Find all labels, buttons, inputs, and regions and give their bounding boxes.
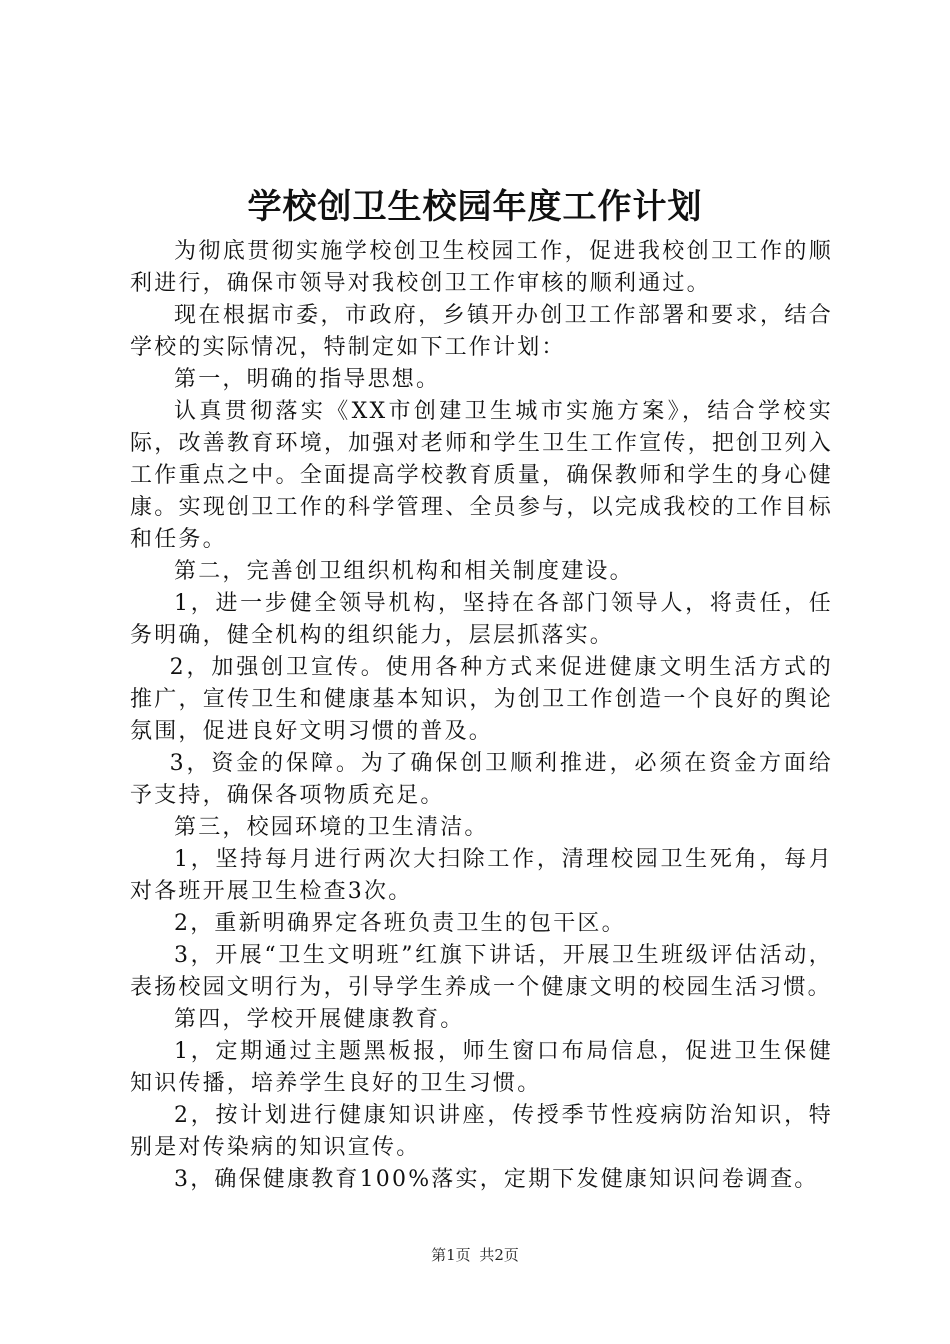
list-item-4-1: 1，定期通过主题黑板报，师生窗口布局信息，促进卫生保健知识传播，培养学生良好的卫生习惯。 xyxy=(130,1039,833,1096)
list-item-3-3: 3，开展“卫生文明班”红旗下讲话，开展卫生班级评估活动，表扬校园文明行为，引导学生养成一个健康文明的校园生活习惯。 xyxy=(130,943,833,1000)
list-item-4-3: 3，确保健康教育100%落实，定期下发健康知识问卷调查。 xyxy=(174,1167,819,1192)
paragraph-intro: 为彻底贯彻实施学校创卫生校园工作，促进我校创卫工作的顺利进行，确保市领导对我校创卫工作审核的顺利通过。 xyxy=(130,239,833,296)
page-total: 共2页 xyxy=(479,1246,519,1264)
heading-section-1: 第一，明确的指导思想。 xyxy=(174,367,441,392)
list-item-3-1: 1，坚持每月进行两次大扫除工作，清理校园卫生死角，每月对各班开展卫生检查3次。 xyxy=(130,847,833,904)
heading-section-3: 第三，校园环境的卫生清洁。 xyxy=(174,815,489,840)
document-body xyxy=(130,236,833,1196)
list-item-3-2: 2，重新明确界定各班负责卫生的包干区。 xyxy=(174,911,626,936)
list-item-2-1: 1，进一步健全领导机构，坚持在各部门领导人，将责任，任务明确，健全机构的组织能力，层层抓落实。 xyxy=(130,591,833,648)
paragraph-section-1: 认真贯彻落实《XX市创建卫生城市实施方案》，结合学校实际，改善教育环境，加强对老师和学生卫生工作宣传，把创卫列入工作重点之中。全面提高学校教育质量，确保教师和学生的身心健康。实现创卫工作的科学管理、全员参与，以完成我校的工作目标和任务。 xyxy=(130,399,833,552)
heading-section-4: 第四，学校开展健康教育。 xyxy=(174,1007,465,1032)
heading-section-2: 第二，完善创卫组织机构和相关制度建设。 xyxy=(174,559,634,584)
paragraph-basis: 现在根据市委，市政府，乡镇开办创卫工作部署和要求，结合学校的实际情况，特制定如下工作计划： xyxy=(130,303,833,360)
list-item-2-2: 2，加强创卫宣传。使用各种方式来促进健康文明生活方式的推广，宣传卫生和健康基本知识，为创卫工作创造一个良好的舆论氛围，促进良好文明习惯的普及。 xyxy=(130,655,833,744)
page-number: 第1页 xyxy=(431,1246,471,1264)
list-item-2-3: 3，资金的保障。为了确保创卫顺利推进，必须在资金方面给予支持，确保各项物质充足。 xyxy=(130,751,833,808)
page-footer xyxy=(0,1244,950,1266)
list-item-4-2: 2，按计划进行健康知识讲座，传授季节性疫病防治知识，特别是对传染病的知识宣传。 xyxy=(130,1103,833,1160)
document-title: 学校创卫生校园年度工作计划 xyxy=(247,187,703,227)
